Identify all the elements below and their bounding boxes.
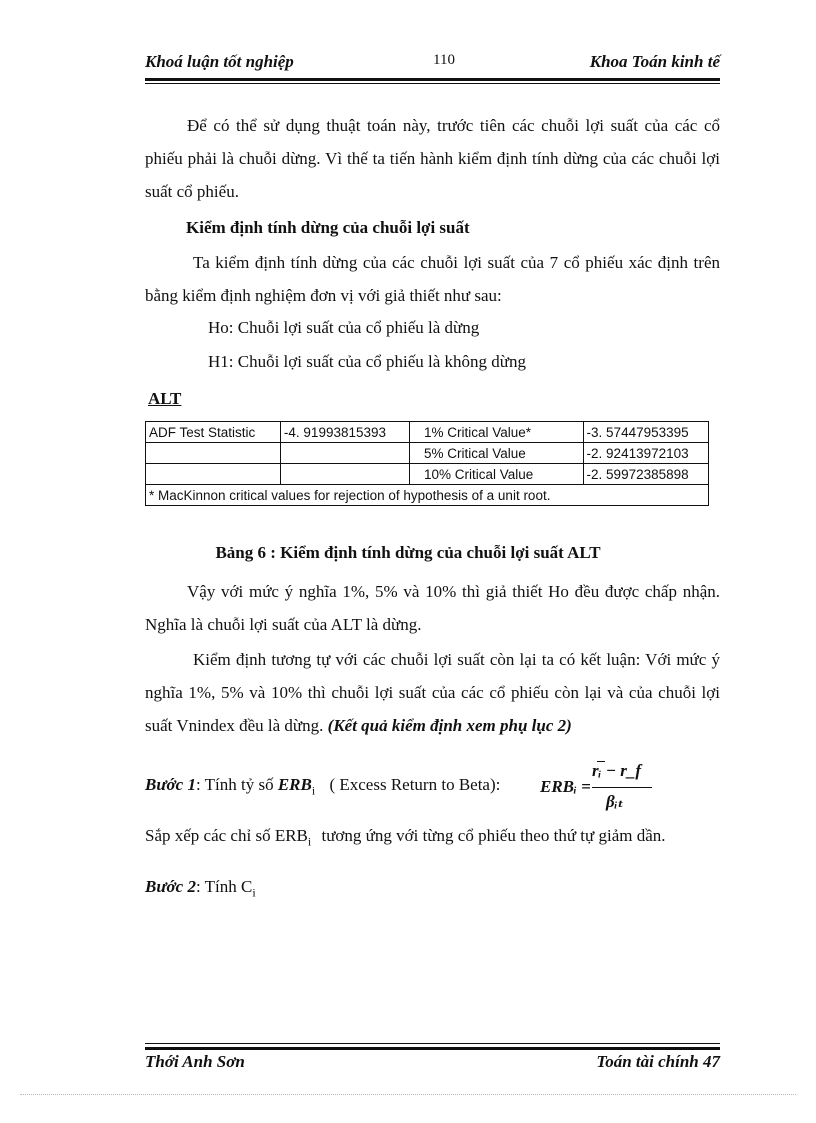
cv1-label: 1% Critical Value* [410,422,584,443]
empty-cell [146,464,281,485]
table-row [146,485,709,506]
header-rule-thin [145,83,720,84]
test-intro-paragraph: Ta kiểm định tính dừng của các chuỗi lợi suất của 7 cổ phiếu xác định trên bằng kiểm định nghiệm đơn vị với giả thiết như sau: [145,253,720,305]
table-row [146,443,709,464]
adf-stat-value: -4. 91993815393 [280,422,409,443]
step-1 [145,775,500,798]
step-2 [145,877,256,900]
step-2-text: : Tính C [195,877,253,896]
intro-paragraph: Để có thể sử dụng thuật toán này, trước tiên các chuỗi lợi suất của các cổ phiếu phải là chuỗi dừng. Vì thế ta tiến hành kiểm định tính dừng của các chuỗi lợi suất cổ phiếu. [145,116,720,201]
adf-stat-label: ADF Test Statistic [146,422,281,443]
step-1-sub: i [311,783,316,798]
footer-rule-thin [145,1043,720,1044]
table-row [146,422,709,443]
cv5-label: 5% Critical Value [410,443,584,464]
sort-instruction [145,826,666,849]
step-2-sub: i [252,885,256,900]
similar-test-paragraph [145,643,720,742]
similar-test-text: Kiểm định tương tự với các chuỗi lợi suất còn lại ta có kết luận: Với mức ý nghĩa 1%, 5% và 10% thì chuỗi lợi suất của các cổ phiếu còn lại và của chuỗi lợi suất Vnindex đều là dừng. [145,650,720,735]
step-1-label: Bước 1 [145,775,196,794]
empty-cell [280,464,409,485]
fraction-bar [592,787,652,788]
footer-author: Thới Anh Sơn [145,1052,245,1071]
adf-test-table [145,421,709,506]
footer-class: Toán tài chính 47 [596,1052,720,1071]
table-row [146,464,709,485]
page-header [145,50,720,78]
cv10-label: 10% Critical Value [410,464,584,485]
empty-cell [280,443,409,464]
sort-sub: i [307,834,312,849]
page-number: 110 [433,52,455,68]
step-1-var: ERB [277,775,312,794]
hypothesis-h0: Ho: Chuỗi lợi suất của cổ phiếu là dừng [208,318,480,337]
formula-denominator: βᵢₜ [606,792,624,811]
formula-lhs: ERBᵢ = [540,777,591,796]
empty-cell [146,443,281,464]
header-thesis-title: Khoá luận tốt nghiệp [145,52,294,71]
page-footer [145,1052,720,1076]
formula-numerator: rᵢ − r_f [592,761,642,780]
appendix-reference: (Kết quả kiểm định xem phụ lục 2) [327,716,572,735]
step-1-text: : Tính tỷ số [195,775,278,794]
cv10-value: -2. 59972385898 [583,464,708,485]
header-faculty: Khoa Toán kinh tế [589,52,720,71]
footer-rule [145,1047,720,1050]
step-2-label: Bước 2 [145,877,196,896]
stock-label: ALT [148,389,182,408]
step-1-desc: ( Excess Return to Beta): [329,775,501,794]
sort-text: Sắp xếp các chỉ số ERB [145,826,308,845]
section-title: Kiểm định tính dừng của chuỗi lợi suất [186,218,470,237]
conclusion-paragraph: Vậy với mức ý nghĩa 1%, 5% và 10% thì giả thiết Ho đều được chấp nhận. Nghĩa là chuỗi lợi suất của ALT là dừng. [145,582,720,634]
page-boundary [20,1094,796,1095]
erb-formula [540,757,680,827]
sort-rest: tương ứng với từng cổ phiếu theo thứ tự giảm dần. [321,826,666,845]
table-caption: Bảng 6 : Kiểm định tính dừng của chuỗi lợi suất ALT [215,543,601,562]
header-rule [145,78,720,81]
table-note: * MacKinnon critical values for rejection of hypothesis of a unit root. [146,485,709,506]
hypothesis-h1: H1: Chuỗi lợi suất của cổ phiếu là không dừng [208,352,527,371]
cv5-value: -2. 92413972103 [583,443,708,464]
cv1-value: -3. 57447953395 [583,422,708,443]
